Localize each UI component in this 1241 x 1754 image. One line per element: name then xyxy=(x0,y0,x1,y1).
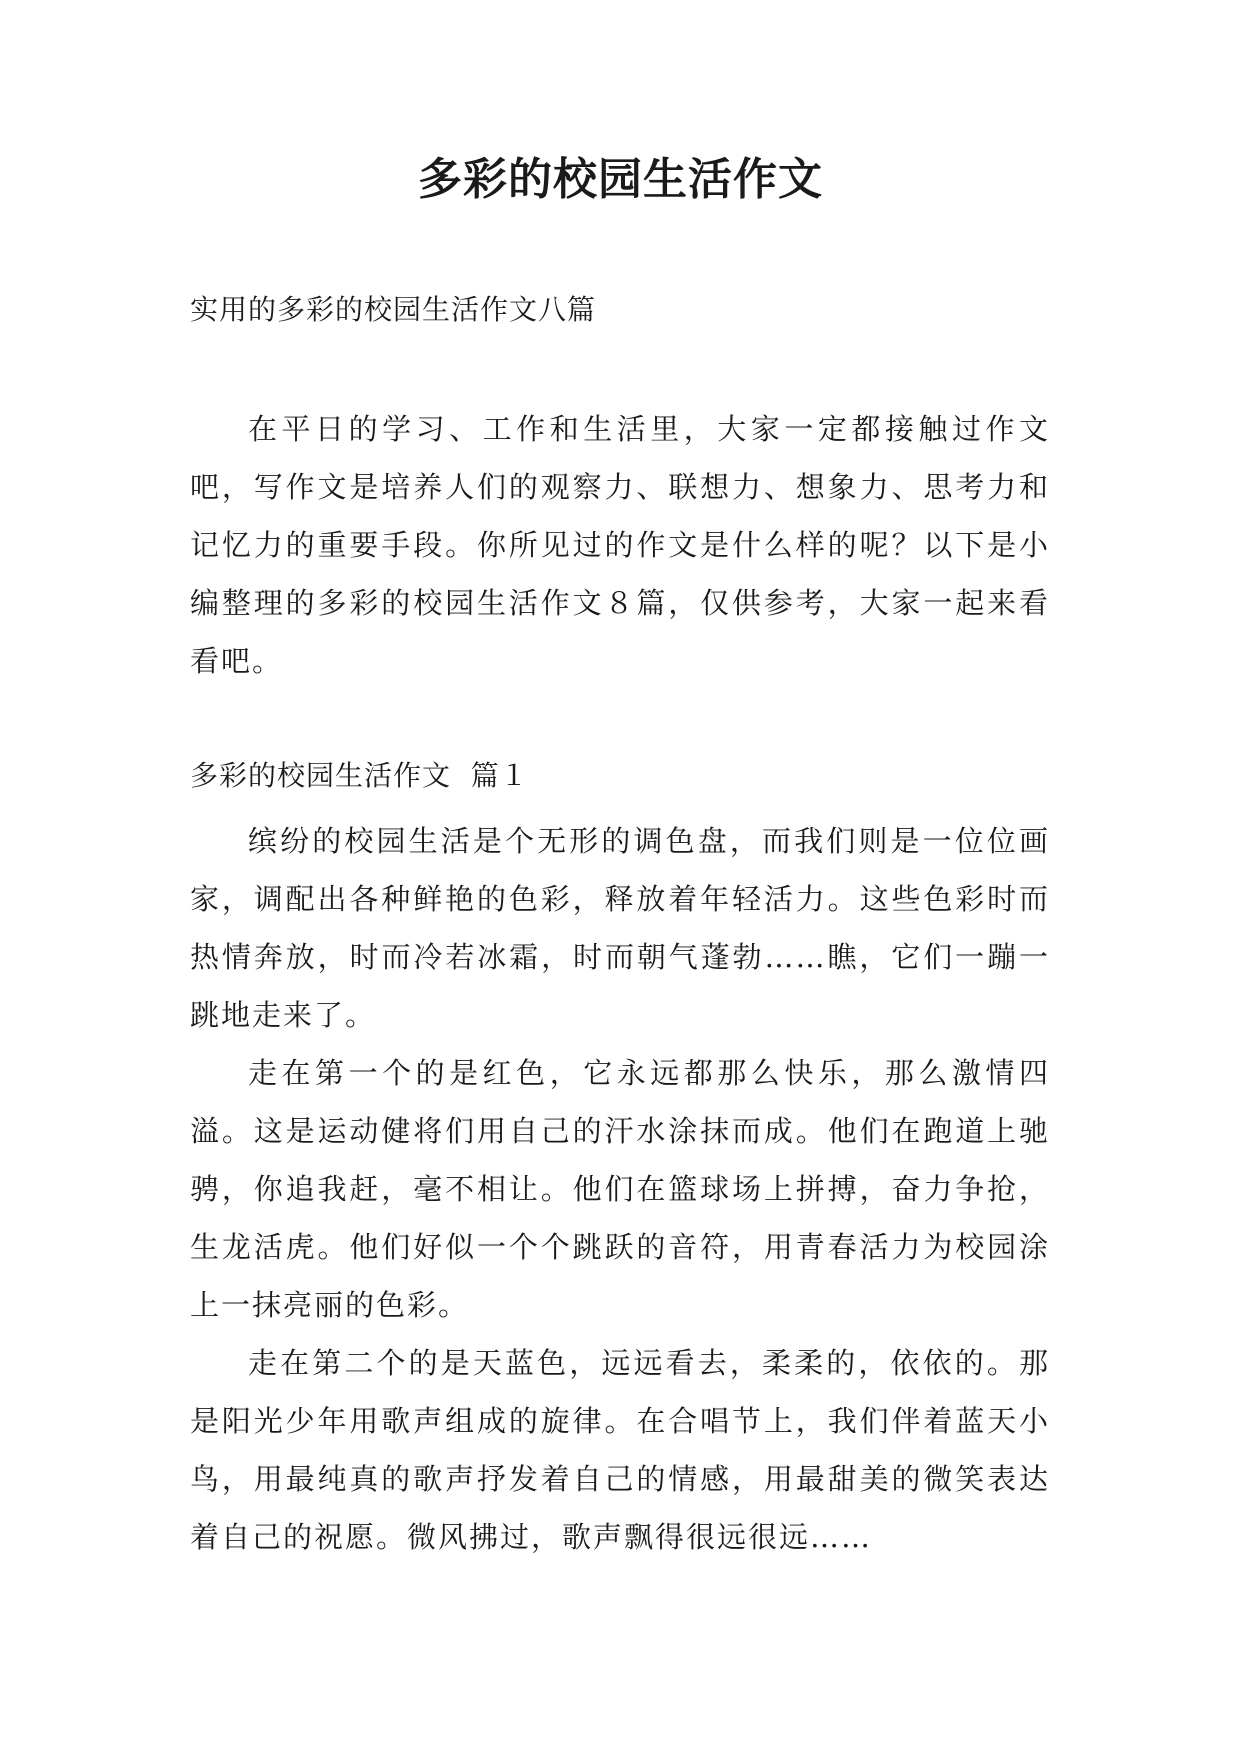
body-paragraph: 走在第一个的是红色，它永远都那么快乐，那么激情四溢。这是运动健将们用自己的汗水涂抹而成。他们在跑道上驰骋，你追我赶，毫不相让。他们在篮球场上拼搏，奋力争抢，生龙活虎。他们好似一个个跳跃的音符，用青春活力为校园涂上一抹亮丽的色彩。 xyxy=(190,1056,1050,1322)
document-subtitle: 实用的多彩的校园生活作文八篇 xyxy=(190,293,597,326)
body-paragraph: 走在第二个的是天蓝色，远远看去，柔柔的，依依的。那是阳光少年用歌声组成的旋律。在合唱节上，我们伴着蓝天小鸟，用最纯真的歌声抒发着自己的情感，用最甜美的微笑表达着自己的祝愿。微风拂过，歌声飘得很远很远…… xyxy=(190,1346,1050,1554)
intro-paragraph: 在平日的学习、工作和生活里，大家一定都接触过作文吧，写作文是培养人们的观察力、联想力、想象力、思考力和记忆力的重要手段。你所见过的作文是什么样的呢？以下是小编整理的多彩的校园生活作文８篇，仅供参考，大家一起来看看吧。 xyxy=(190,412,1050,678)
document-title: 多彩的校园生活作文 xyxy=(418,154,823,205)
body-paragraph: 缤纷的校园生活是个无形的调色盘，而我们则是一位位画家，调配出各种鲜艳的色彩，释放着年轻活力。这些色彩时而热情奔放，时而冷若冰霜，时而朝气蓬勃……瞧，它们一蹦一跳地走来了。 xyxy=(190,824,1050,1032)
section-heading: 多彩的校园生活作文 篇１ xyxy=(190,759,529,792)
